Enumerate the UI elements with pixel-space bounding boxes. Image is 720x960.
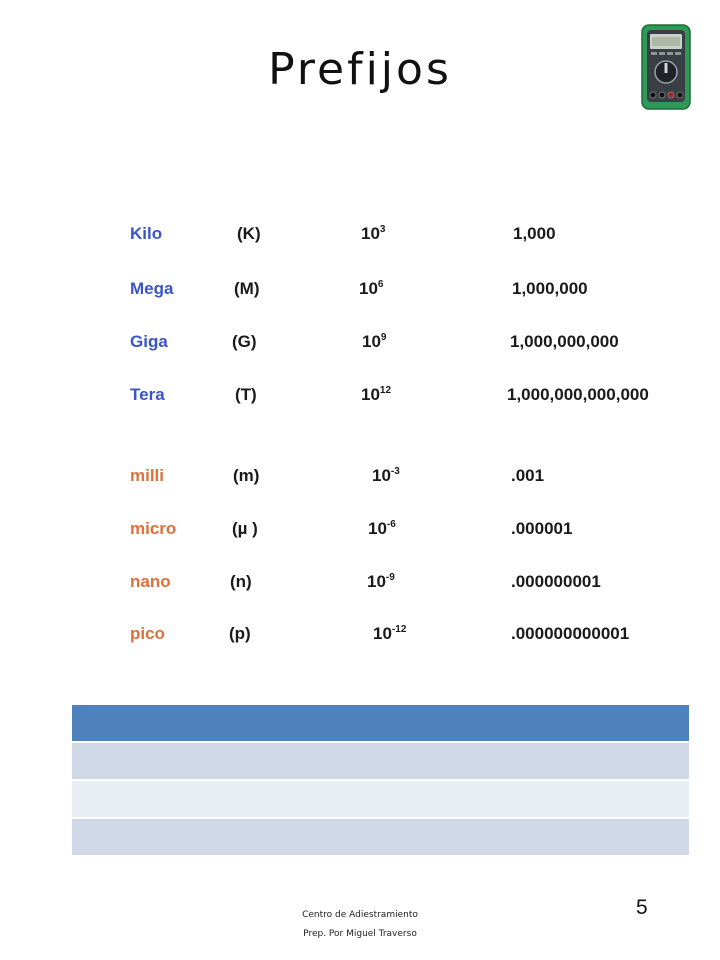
prefix-name: nano [130, 572, 171, 591]
prefix-power: $10^{12}$ [361, 385, 392, 404]
prefix-symbol: (T) [235, 385, 257, 404]
multimeter-icon [641, 24, 691, 110]
prefix-value: .000000000001 [511, 624, 630, 643]
page-number: 5 [636, 896, 648, 919]
table-header-row [72, 705, 689, 743]
table-row [72, 819, 689, 857]
prefix-power: $10^{-12}$ [373, 624, 407, 643]
prefix-row-kilo [0, 224, 720, 248]
footer-line-1: Centro de Adiestramiento [302, 910, 418, 920]
prefix-symbol: (G) [232, 332, 257, 351]
prefix-symbol: (p) [229, 624, 251, 643]
prefix-name: Kilo [130, 224, 163, 243]
prefix-name: Tera [130, 385, 165, 404]
prefix-symbol: (M) [234, 279, 260, 298]
prefix-name: milli [130, 466, 165, 485]
table-row [72, 781, 689, 819]
prefix-power: $10^9$ [362, 332, 387, 351]
prefix-value: .001 [511, 466, 545, 485]
prefix-row-mega [0, 279, 720, 303]
prefix-name: pico [130, 624, 165, 643]
prefix-power: $10^{-6}$ [368, 519, 396, 538]
prefix-value: 1,000,000 [512, 279, 588, 298]
prefix-value: .000000001 [511, 572, 601, 591]
prefix-row-milli [0, 466, 720, 490]
prefix-row-nano [0, 572, 720, 596]
prefix-symbol: (K) [237, 224, 261, 243]
prefix-value: 1,000 [513, 224, 556, 243]
prefix-row-tera [0, 385, 720, 409]
prefix-value: 1,000,000,000 [510, 332, 619, 351]
prefix-row-giga [0, 332, 720, 356]
table-row [72, 743, 689, 781]
empty-table [72, 705, 689, 857]
prefix-power: $10^6$ [359, 279, 384, 298]
prefix-name: Giga [130, 332, 168, 351]
prefix-value: .000001 [511, 519, 573, 538]
footer-line-2: Prep. Por Miguel Traverso [303, 929, 417, 939]
prefix-power: $10^{-3}$ [372, 466, 400, 485]
prefix-power: $10^3$ [361, 224, 386, 243]
prefix-name: micro [130, 519, 177, 538]
prefix-symbol: (m) [233, 466, 260, 485]
prefix-value: 1,000,000,000,000 [507, 385, 649, 404]
prefix-power: $10^{-9}$ [367, 572, 395, 591]
prefix-name: Mega [130, 279, 174, 298]
prefix-symbol: (µ ) [232, 519, 258, 538]
page-title: Prefijos [268, 44, 452, 95]
prefix-row-micro [0, 519, 720, 543]
prefix-symbol: (n) [230, 572, 252, 591]
prefix-row-pico [0, 624, 720, 648]
